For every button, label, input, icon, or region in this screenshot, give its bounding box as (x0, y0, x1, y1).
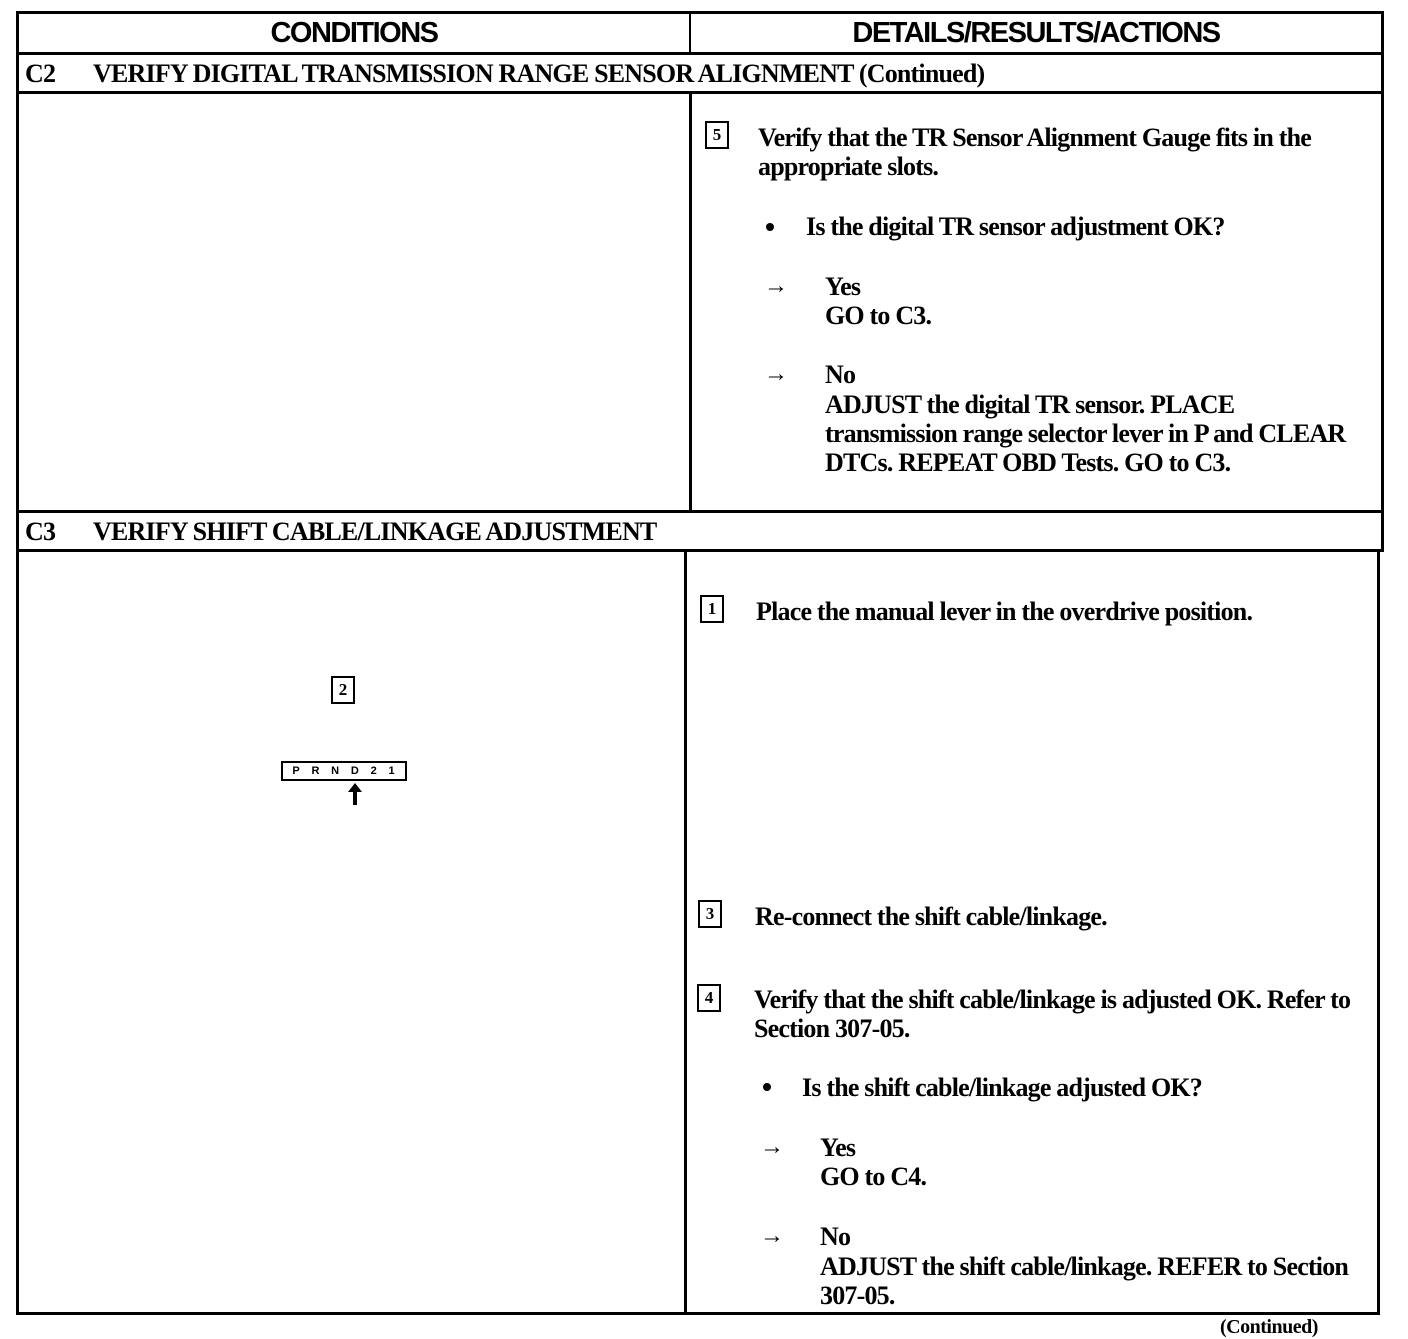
c2-code: C2 (25, 59, 56, 88)
column-divider-c2 (689, 91, 692, 513)
c3-step4-box (697, 984, 721, 1012)
c3-yes-action (820, 1162, 926, 1191)
c3-title: VERIFY SHIFT CABLE/LINKAGE ADJUSTMENT (93, 517, 657, 546)
c3-section-title (19, 514, 1379, 550)
selector-position-d: D (350, 765, 360, 777)
c3-step4-text: Verify that the shift cable/linkage is adjusted OK. Refer to Section 307-05. (754, 985, 1351, 1043)
c3-step4-number: 4 (704, 988, 714, 1007)
c3-yes-action-suffix: . (920, 1162, 927, 1191)
column-divider-c3 (684, 549, 687, 1315)
c2-step5-box (705, 121, 729, 149)
c2-yes-action-text: GO to (825, 301, 896, 330)
bullet-icon (766, 223, 774, 231)
selector-position-2: 2 (370, 765, 378, 777)
c3-step3-text: Re-connect the shift cable/linkage. (755, 902, 1107, 931)
table-right-border (1381, 11, 1384, 552)
c2-no-action-suffix: . (1224, 448, 1231, 477)
c2-yes-label: Yes (825, 272, 861, 301)
continued-marker: (Continued) (1220, 1316, 1318, 1338)
c2-no-action-target: C3 (1194, 448, 1225, 477)
c3-yes-action-target: C4 (890, 1162, 921, 1191)
c3-step1-text: Place the manual lever in the overdrive position. (756, 597, 1253, 626)
c3-title-top-border (16, 510, 1384, 513)
c2-no-action (825, 390, 1365, 477)
c2-yes-action-target: C3 (895, 301, 926, 330)
up-arrow-icon (347, 783, 363, 805)
c2-yes-action-suffix: . (925, 301, 932, 330)
c3-step3-box (698, 900, 722, 928)
c3-code: C3 (25, 517, 56, 546)
right-arrow-icon: → (760, 1134, 784, 1160)
c3-step2-box (331, 676, 355, 704)
gear-selector-indicator (281, 761, 407, 781)
c3-no-label: No (820, 1222, 851, 1251)
c3-step2-number: 2 (338, 680, 348, 699)
c2-question: Is the digital TR sensor adjustment OK? (806, 212, 1225, 241)
selector-position-n: N (331, 765, 341, 777)
c3-step1-number: 1 (707, 599, 717, 618)
c2-no-action-text: ADJUST the digital TR sensor. PLACE transmission range selector lever in P and CLEAR DTCs. REPEAT OBD Tests. GO to (825, 390, 1346, 477)
selector-position-1: 1 (388, 765, 396, 777)
c2-section-title (19, 56, 1379, 92)
c2-step5-text: Verify that the TR Sensor Alignment Gauge fits in the appropriate slots. (758, 123, 1311, 181)
details-header: DETAILS/RESULTS/ACTIONS (852, 16, 1220, 49)
selector-position-p: P (292, 765, 301, 777)
c3-no-action: ADJUST the shift cable/linkage. REFER to Section 307-05. (820, 1252, 1349, 1310)
c2-yes-action (825, 301, 931, 330)
table-bottom-border (16, 1312, 1380, 1315)
c3-step1-box (700, 595, 724, 623)
bullet-icon (763, 1083, 771, 1091)
table-left-border (16, 11, 19, 1315)
table-right-border-lower (1377, 549, 1380, 1315)
c2-title: VERIFY DIGITAL TRANSMISSION RANGE SENSOR ALIGNMENT (Continued) (93, 59, 985, 88)
right-arrow-icon: → (760, 1223, 784, 1249)
c3-question: Is the shift cable/linkage adjusted OK? (802, 1073, 1203, 1102)
c3-yes-label: Yes (820, 1133, 856, 1162)
selector-position-r: R (311, 765, 321, 777)
c3-step3-number: 3 (705, 904, 715, 923)
conditions-header: CONDITIONS (270, 16, 438, 49)
c2-step5-number: 5 (712, 125, 722, 144)
c2-no-label: No (825, 360, 856, 389)
right-arrow-icon: → (764, 361, 788, 387)
c3-yes-action-text: GO to (820, 1162, 891, 1191)
right-arrow-icon: → (764, 273, 788, 299)
